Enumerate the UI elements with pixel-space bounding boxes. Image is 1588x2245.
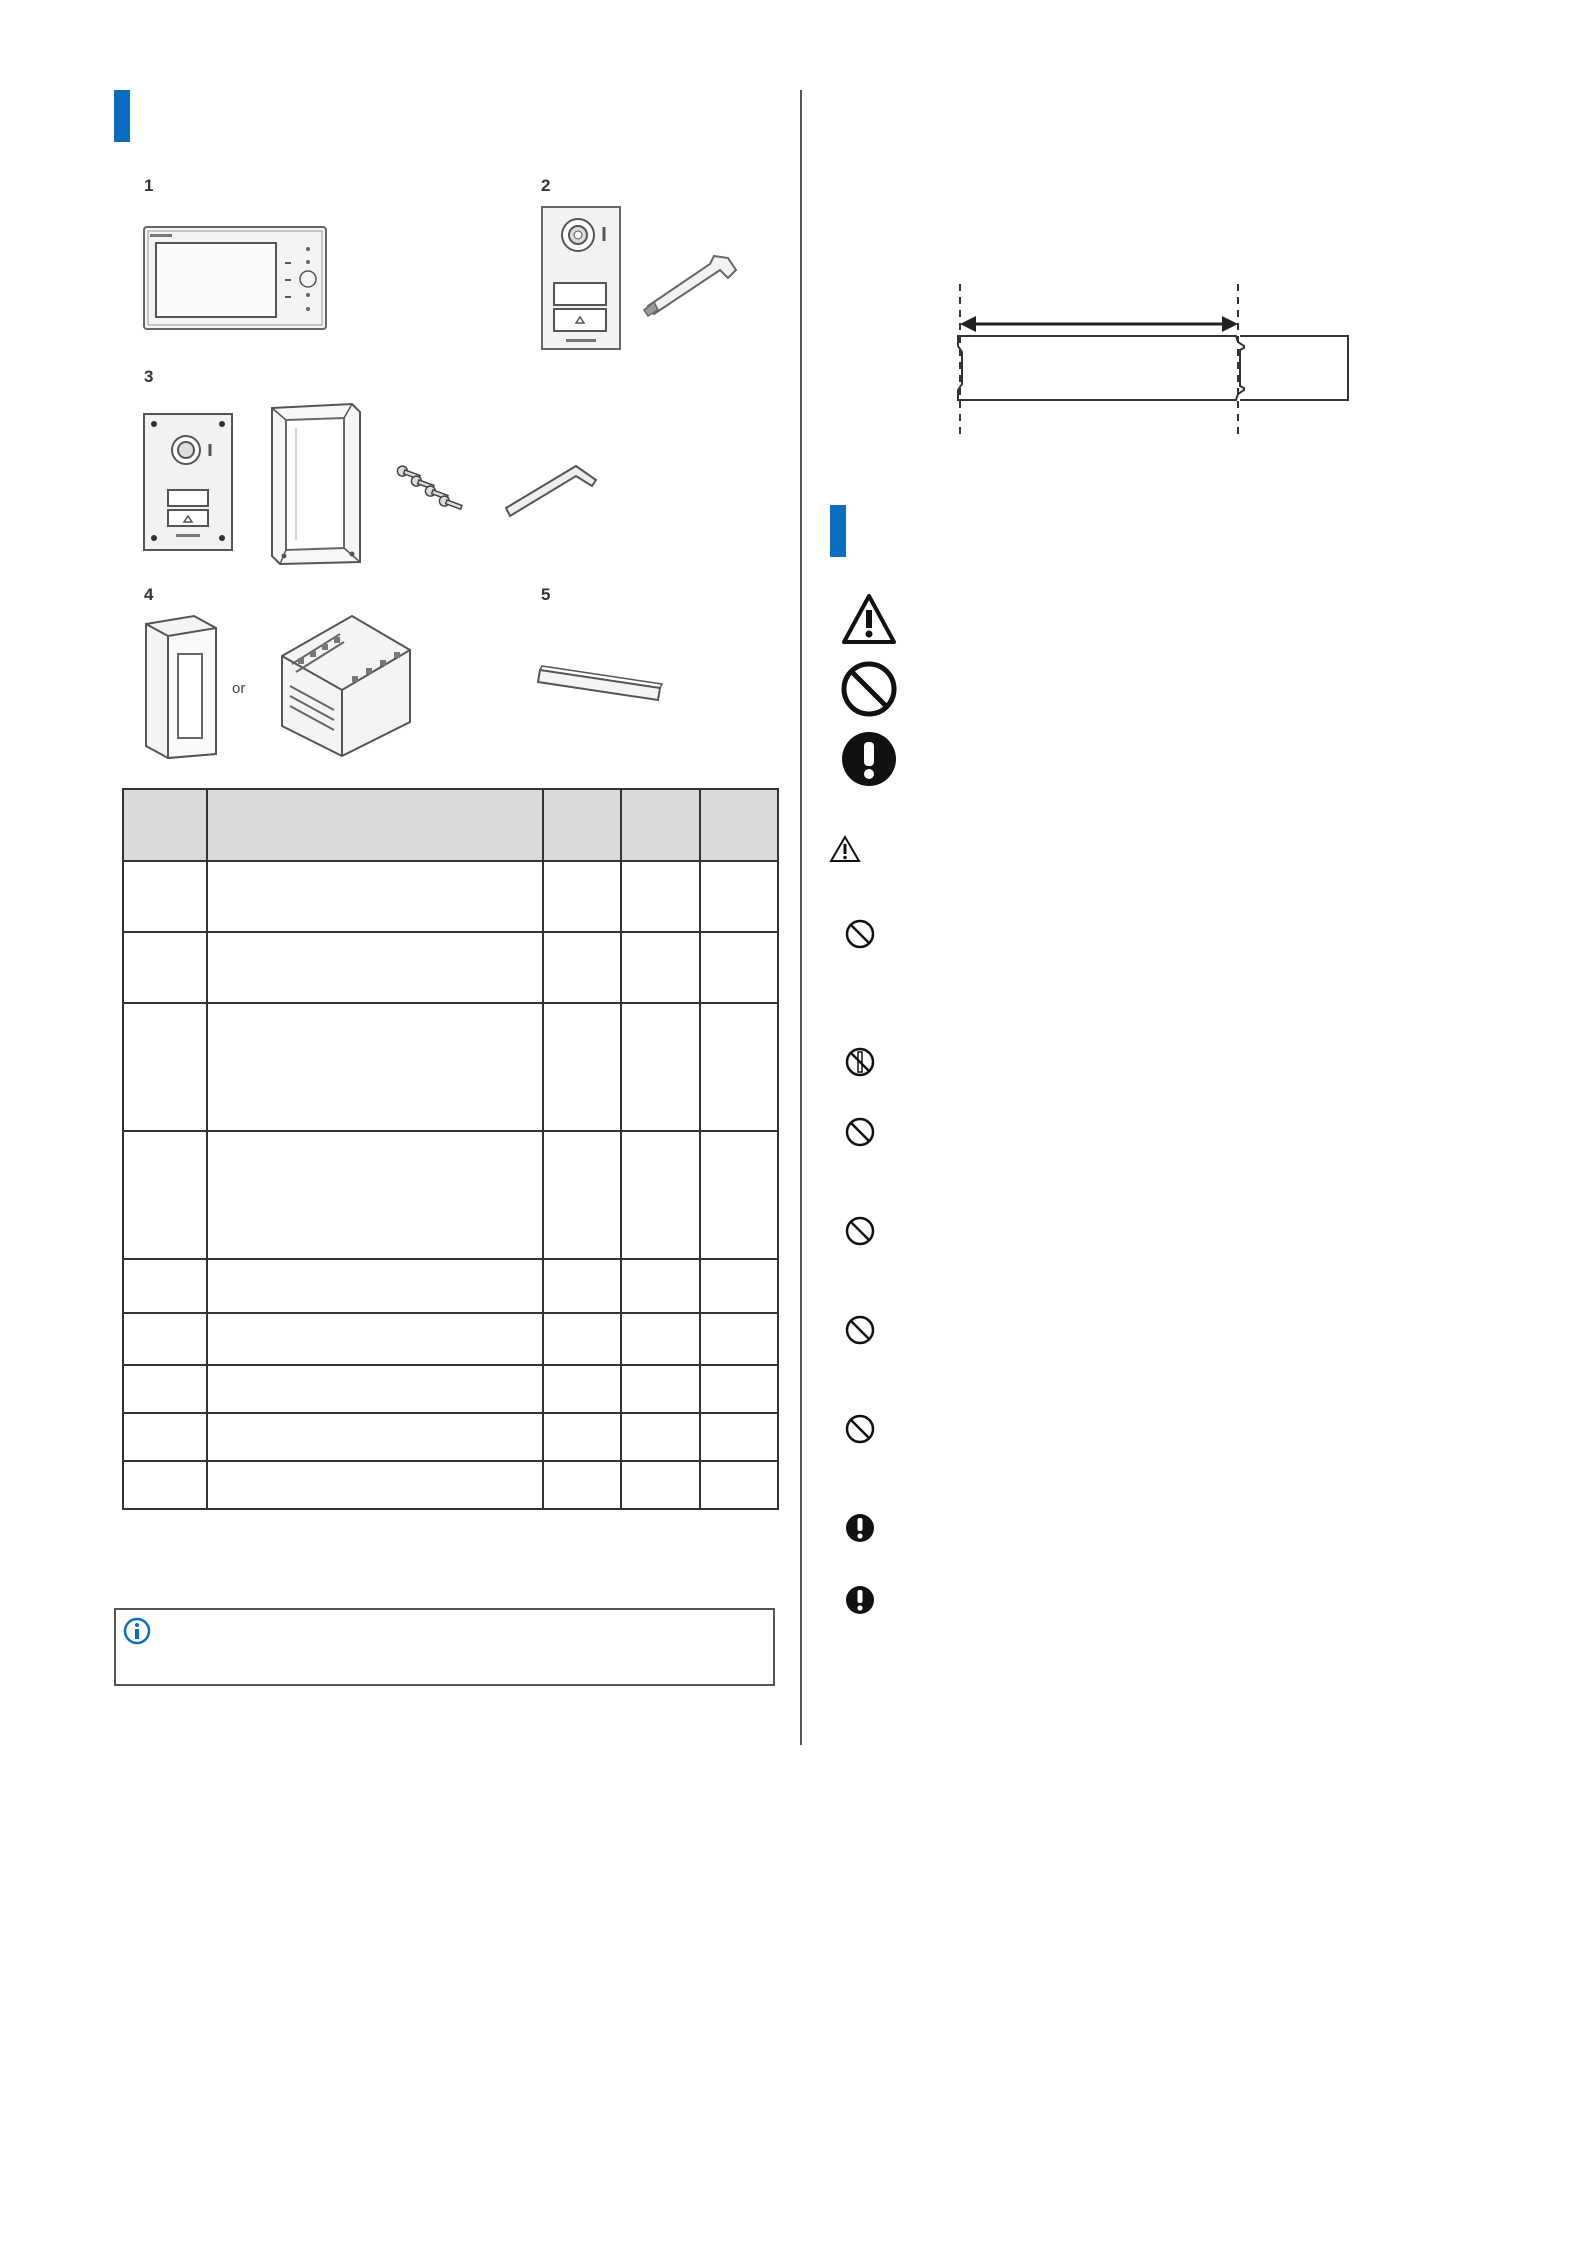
hex-key-illustration-small — [640, 248, 744, 318]
figure-label-5: 5 — [541, 585, 551, 604]
table-cell — [621, 1313, 700, 1365]
table-row — [123, 1131, 778, 1259]
table-cell — [543, 861, 621, 932]
table-cell — [123, 1259, 207, 1313]
table-cell — [621, 1461, 700, 1509]
table-cell — [207, 861, 543, 932]
prohibited-circle-icon — [844, 1314, 876, 1346]
table-cell — [123, 1003, 207, 1131]
figure-label-3: 3 — [144, 367, 154, 386]
table-cell — [543, 1413, 621, 1461]
table-cell — [123, 1131, 207, 1259]
mandatory-exclamation-icon — [844, 1584, 876, 1616]
column-divider — [800, 90, 802, 1745]
table-cell — [700, 1461, 778, 1509]
door-station-flush-illustration — [142, 412, 236, 554]
mandatory-exclamation-icon — [844, 1512, 876, 1544]
table-row — [123, 1413, 778, 1461]
table-cell — [207, 1131, 543, 1259]
parts-table — [122, 788, 779, 1510]
section-marker-left — [114, 90, 130, 142]
table-header-cell — [207, 789, 543, 861]
table-header-cell — [123, 789, 207, 861]
table-cell — [700, 932, 778, 1003]
table-cell — [123, 1365, 207, 1413]
table-cell — [700, 1413, 778, 1461]
figure-label-4: 4 — [144, 585, 154, 604]
table-cell — [207, 1413, 543, 1461]
table-cell — [543, 1365, 621, 1413]
table-row — [123, 861, 778, 932]
prohibited-circle-icon — [844, 918, 876, 950]
hex-key-illustration — [502, 460, 602, 520]
table-cell — [543, 1259, 621, 1313]
table-cell — [621, 932, 700, 1003]
table-cell — [123, 861, 207, 932]
info-icon — [122, 1616, 152, 1646]
prohibited-circle-icon — [844, 1116, 876, 1148]
door-station-illustration — [540, 205, 624, 353]
table-cell — [700, 1365, 778, 1413]
table-header-row — [123, 789, 778, 861]
table-cell — [621, 1259, 700, 1313]
note-box — [114, 1608, 775, 1686]
table-cell — [700, 861, 778, 932]
table-cell — [123, 1461, 207, 1509]
table-cell — [123, 1413, 207, 1461]
table-cell — [621, 1131, 700, 1259]
or-label: or — [232, 680, 246, 697]
table-cell — [543, 1461, 621, 1509]
table-row — [123, 1313, 778, 1365]
figure-label-2: 2 — [541, 176, 551, 195]
table-header-cell — [621, 789, 700, 861]
table-cell — [207, 1313, 543, 1365]
table-cell — [700, 1259, 778, 1313]
table-cell — [621, 1365, 700, 1413]
table-cell — [207, 1365, 543, 1413]
prohibited-circle-icon — [844, 1413, 876, 1445]
prohibited-circle-icon — [840, 660, 898, 718]
warning-triangle-icon — [840, 592, 898, 646]
prohibited-circle-icon — [844, 1215, 876, 1247]
table-cell — [543, 932, 621, 1003]
table-cell — [543, 1313, 621, 1365]
table-header-cell — [700, 789, 778, 861]
table-cell — [700, 1131, 778, 1259]
table-row — [123, 932, 778, 1003]
table-cell — [700, 1003, 778, 1131]
table-cell — [123, 1313, 207, 1365]
warning-triangle-icon — [828, 834, 862, 864]
mounting-strip-illustration — [536, 664, 666, 708]
table-row — [123, 1461, 778, 1509]
indoor-monitor-illustration — [142, 225, 332, 333]
table-cell — [621, 861, 700, 932]
table-cell — [700, 1313, 778, 1365]
power-supply-cover-illustration — [142, 614, 220, 760]
cable-strip-diagram — [950, 280, 1360, 440]
table-cell — [207, 932, 543, 1003]
table-row — [123, 1003, 778, 1131]
screws-illustration — [396, 462, 476, 518]
flush-mount-box-illustration — [266, 398, 366, 568]
table-cell — [123, 932, 207, 1003]
figure-label-1: 1 — [144, 176, 154, 195]
table-cell — [543, 1131, 621, 1259]
table-row — [123, 1259, 778, 1313]
table-cell — [207, 1003, 543, 1131]
table-cell — [207, 1461, 543, 1509]
table-cell — [543, 1003, 621, 1131]
no-disassembly-icon — [844, 1046, 876, 1078]
din-rail-power-supply-illustration — [262, 610, 422, 760]
table-header-cell — [543, 789, 621, 861]
table-cell — [621, 1413, 700, 1461]
table-row — [123, 1365, 778, 1413]
table-cell — [207, 1259, 543, 1313]
table-cell — [621, 1003, 700, 1131]
section-marker-right — [830, 505, 846, 557]
mandatory-exclamation-icon — [840, 730, 898, 788]
